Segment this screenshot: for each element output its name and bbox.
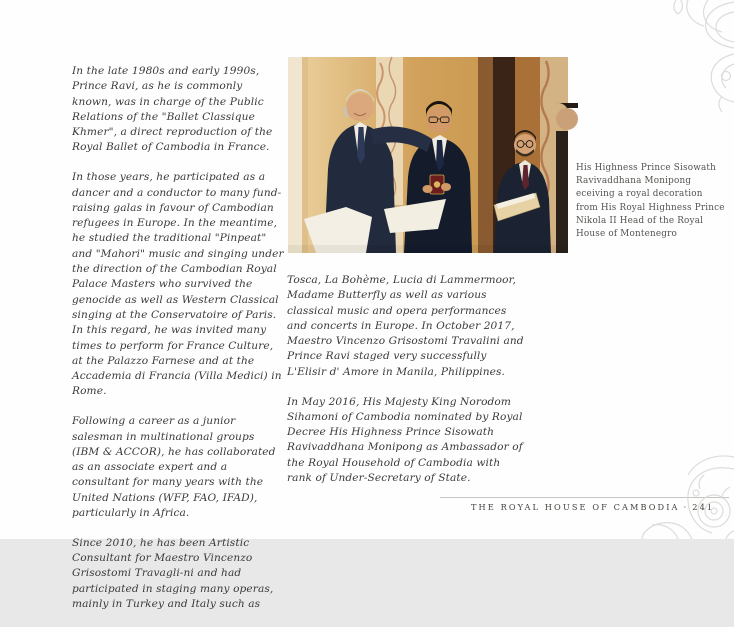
middle-text-column (287, 273, 524, 501)
corner-flourish-icon (638, 0, 734, 112)
book-title: THE ROYAL HOUSE OF CAMBODIA (471, 502, 680, 512)
body-paragraph: Tosca, La Bohème, Lucia di Lammermoor, Madame Butterfly as well as various classical music and opera performances and concerts in Europe. In October 2017, Maestro Vincenzo Grisostomi Travalini and Prince Ravi staged very successfully L'Elisir d' Amore in Manila, Philippines. (287, 274, 524, 378)
body-paragraph: Following a career as a junior salesman in multinational groups (IBM & ACCOR), he has collaborated as an associate expert and a consultant for many years with the United Nations (WFP, FAO, IFAD), particularly in Africa. (72, 415, 276, 520)
caption-line: His Highness Prince Sisowath (576, 163, 717, 173)
photo-caption (576, 162, 726, 241)
caption-line: House of Montenegro (576, 229, 678, 240)
caption-line: Ravivaddhana Monipong (576, 176, 692, 187)
award-ceremony-photo (288, 57, 568, 253)
body-paragraph: In the late 1980s and early 1990s, Prince Ravi, as he is commonly known, was in charge of the Public Relations of the "Ballet Classique Khmer", a direct reproduction of the Royal Ballet of Cambodia in France. (72, 65, 273, 154)
body-paragraph: Since 2010, he has been Artistic Consultant for Maestro Vincenzo Grisostomi Travagli-ni and had participated in staging many operas, mainly in Turkey and Italy such as (72, 536, 274, 610)
background-guest (556, 103, 578, 253)
body-paragraph: In those years, he participated as a dancer and a conductor to many fund-raising galas in favour of Cambodian refugees in Europe. In the meantime, he studied the traditional "Pinpeat" and "Mahori" music and singing under the direction of the Cambodian Royal Palace Masters who survived the genocide as well as Western Classical singing at the Conservatoire of Paris. In this regard, he was invited many times to perform for France Culture, at the Palazzo Farnese and at the Accademia di Francia (Villa Medici) in Rome. (72, 171, 284, 398)
caption-line: from His Royal Highness Prince (576, 202, 725, 213)
footer-separator: · (683, 502, 689, 512)
page-number: 241 (692, 502, 715, 512)
caption-line: eceiving a royal decoration (576, 189, 703, 200)
caption-line: Nikola II Head of the Royal (576, 215, 704, 226)
body-paragraph: In May 2016, His Majesty King Norodom Sihamoni of Cambodia nominated by Royal Decree His Highness Prince Sisowath Ravivaddhana Monipong as Ambassador of the Royal Household of Cambodia with rank of Under-Secretary of State. (287, 395, 523, 485)
corner-flourish-icon (634, 435, 734, 539)
left-text-column (72, 64, 285, 627)
